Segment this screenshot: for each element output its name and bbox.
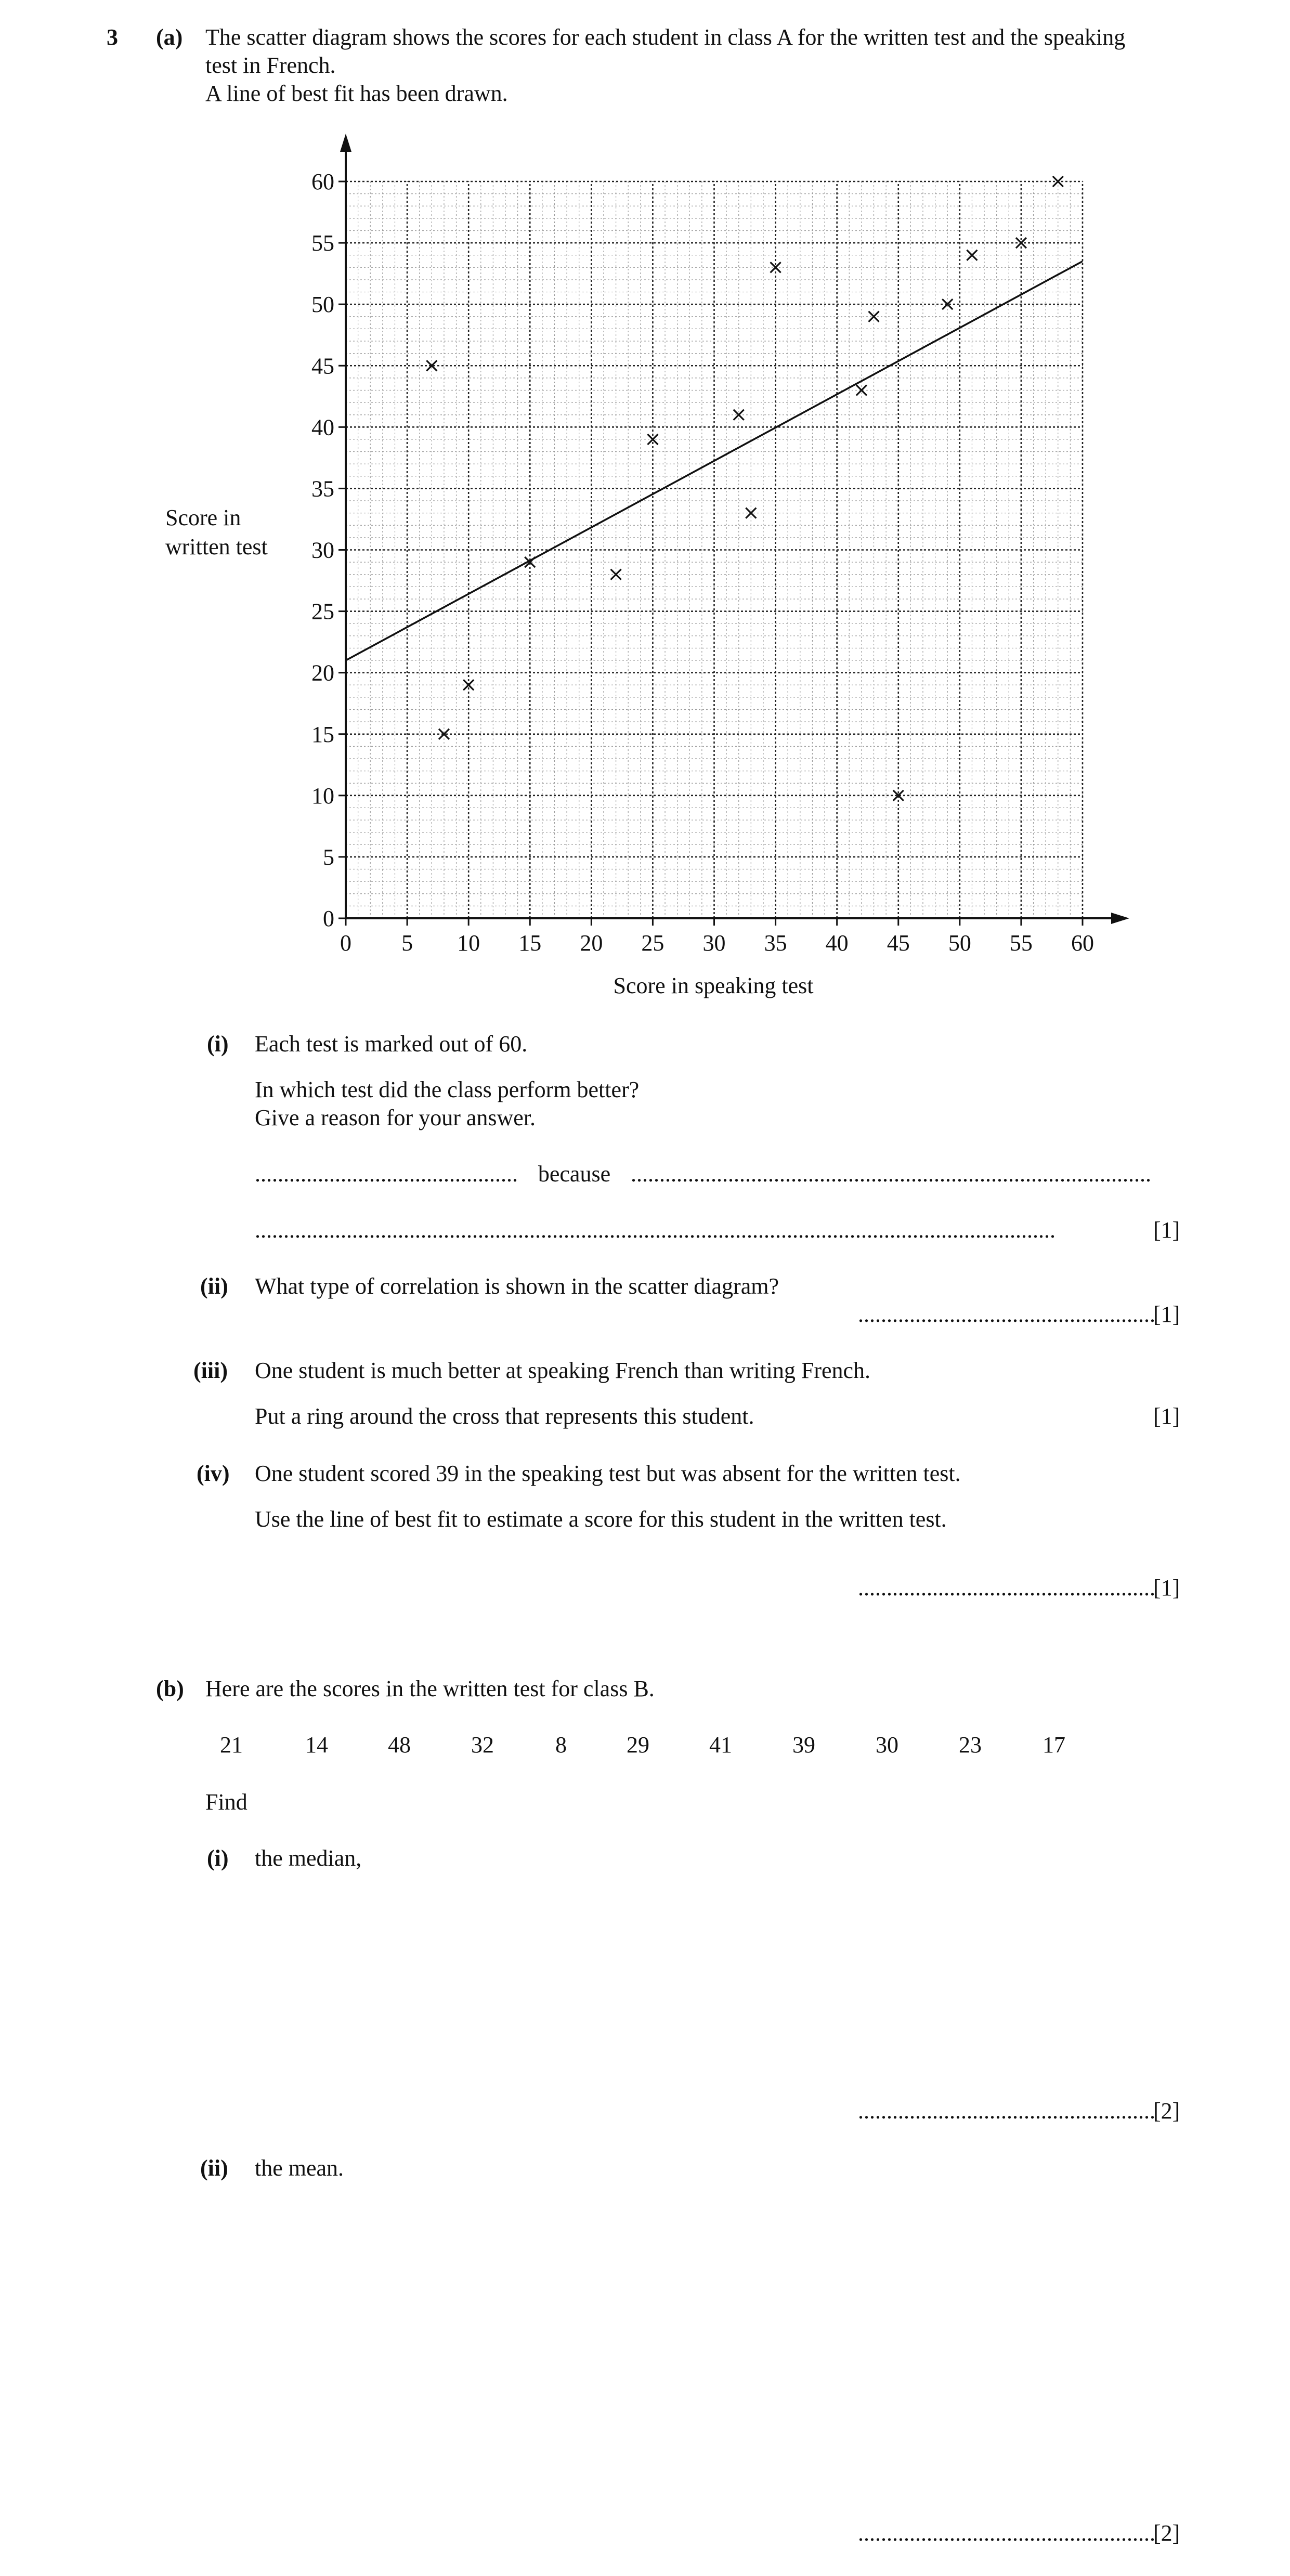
sub-i-line1: Each test is marked out of 60. xyxy=(255,1031,528,1057)
score-value: 21 xyxy=(220,1732,243,1758)
x-tick-label: 30 xyxy=(702,930,726,956)
sub-ii-label: (ii) xyxy=(200,1273,228,1299)
data-point-cross xyxy=(942,299,953,309)
x-tick-label: 60 xyxy=(1071,930,1094,956)
part-b-label: (b) xyxy=(156,1676,184,1701)
score-value: 32 xyxy=(471,1732,494,1758)
y-tick-label: 40 xyxy=(311,414,334,440)
score-value: 23 xyxy=(959,1732,982,1758)
part-b-sub-i-text: the median, xyxy=(255,1845,362,1871)
y-axis-label-line2: written test xyxy=(165,534,268,560)
sub-i-reason-blank[interactable]: ........................................................................................... xyxy=(631,1161,1151,1187)
y-tick-label: 5 xyxy=(323,844,334,870)
x-axis-arrow xyxy=(1111,913,1129,924)
x-tick-label: 40 xyxy=(825,930,849,956)
axes xyxy=(340,134,1129,924)
sub-iv-marks: [1] xyxy=(1153,1575,1180,1601)
x-tick-label: 15 xyxy=(518,930,542,956)
part-a-intro-line3: A line of best fit has been drawn. xyxy=(205,81,508,106)
sub-ii-answer-blank[interactable]: .................................................... xyxy=(858,1302,1155,1327)
score-value: 8 xyxy=(555,1732,567,1758)
sub-i-marks: [1] xyxy=(1153,1217,1180,1243)
median-marks: [2] xyxy=(1153,2098,1180,2124)
y-axis-label-line1: Score in xyxy=(165,505,241,530)
class-b-scores xyxy=(0,1732,1290,1763)
x-tick-label: 55 xyxy=(1009,930,1033,956)
sub-iv-line1: One student scored 39 in the speaking test but was absent for the written test. xyxy=(255,1461,961,1486)
sub-i-label: (i) xyxy=(207,1031,229,1057)
sub-iii-label: (iii) xyxy=(193,1358,228,1383)
x-tick-label: 5 xyxy=(401,930,413,956)
find-text: Find xyxy=(205,1789,247,1815)
sub-i-answer-row[interactable] xyxy=(255,1161,1151,1188)
sub-i-line2: In which test did the class perform better? xyxy=(255,1077,640,1102)
part-b-sub-ii-text: the mean. xyxy=(255,2155,344,2181)
part-b-sub-i-label: (i) xyxy=(207,1845,229,1871)
y-axis-arrow xyxy=(340,134,351,152)
score-value: 41 xyxy=(709,1732,732,1758)
y-tick-label: 20 xyxy=(311,660,334,686)
score-value: 29 xyxy=(627,1732,649,1758)
sub-iii-line1: One student is much better at speaking French than writing French. xyxy=(255,1358,871,1383)
part-a-label: (a) xyxy=(156,24,183,50)
score-value: 48 xyxy=(388,1732,411,1758)
y-tick-label: 35 xyxy=(311,476,334,502)
median-answer-blank[interactable]: .................................................... xyxy=(858,2098,1155,2124)
score-value: 30 xyxy=(876,1732,898,1758)
score-value: 14 xyxy=(305,1732,328,1758)
part-a-intro-line1: The scatter diagram shows the scores for each student in class A for the written test and the speaking xyxy=(205,24,1126,50)
sub-iii-line2: Put a ring around the cross that represents this student. xyxy=(255,1403,754,1429)
sub-iv-line2: Use the line of best fit to estimate a score for this student in the written test. xyxy=(255,1506,947,1532)
part-b-intro: Here are the scores in the written test for class B. xyxy=(205,1676,655,1701)
part-a-intro-line2: test in French. xyxy=(205,53,336,78)
y-tick-label: 55 xyxy=(311,230,334,256)
y-tick-label: 30 xyxy=(311,537,334,563)
sub-i-answer-blank[interactable]: .............................................. xyxy=(255,1161,518,1187)
x-tick-label: 0 xyxy=(340,930,351,956)
y-tick-label: 15 xyxy=(311,721,334,747)
x-tick-label: 50 xyxy=(948,930,971,956)
x-tick-label: 10 xyxy=(457,930,480,956)
mean-answer-blank[interactable]: .................................................... xyxy=(858,2520,1155,2546)
y-tick-label: 50 xyxy=(311,292,334,318)
score-value: 17 xyxy=(1043,1732,1065,1758)
x-tick-label: 20 xyxy=(580,930,603,956)
y-tick-label: 0 xyxy=(323,906,334,931)
sub-i-answer-line2[interactable]: ............................................................................................................................................ xyxy=(255,1217,1056,1243)
mean-marks: [2] xyxy=(1153,2520,1180,2546)
x-axis-label: Score in speaking test xyxy=(613,973,814,998)
y-tick-label: 25 xyxy=(311,599,334,625)
x-tick-label: 45 xyxy=(887,930,910,956)
sub-iii-marks: [1] xyxy=(1153,1403,1180,1429)
sub-iv-label: (iv) xyxy=(197,1461,230,1486)
y-tick-label: 60 xyxy=(311,169,334,194)
because-word: because xyxy=(538,1161,611,1187)
sub-i-line3: Give a reason for your answer. xyxy=(255,1105,536,1130)
part-b-sub-ii-label: (ii) xyxy=(200,2155,228,2181)
question-number: 3 xyxy=(107,24,118,50)
minor-grid xyxy=(346,181,1083,918)
x-tick-label: 35 xyxy=(764,930,787,956)
sub-iv-answer-blank[interactable]: .................................................... xyxy=(858,1575,1155,1601)
data-point-cross xyxy=(426,360,437,371)
y-tick-label: 10 xyxy=(311,783,334,809)
x-tick-label: 25 xyxy=(641,930,664,956)
sub-ii-line1: What type of correlation is shown in the scatter diagram? xyxy=(255,1273,779,1299)
y-tick-label: 45 xyxy=(311,353,334,379)
score-value: 39 xyxy=(792,1732,815,1758)
sub-ii-marks: [1] xyxy=(1153,1302,1180,1327)
